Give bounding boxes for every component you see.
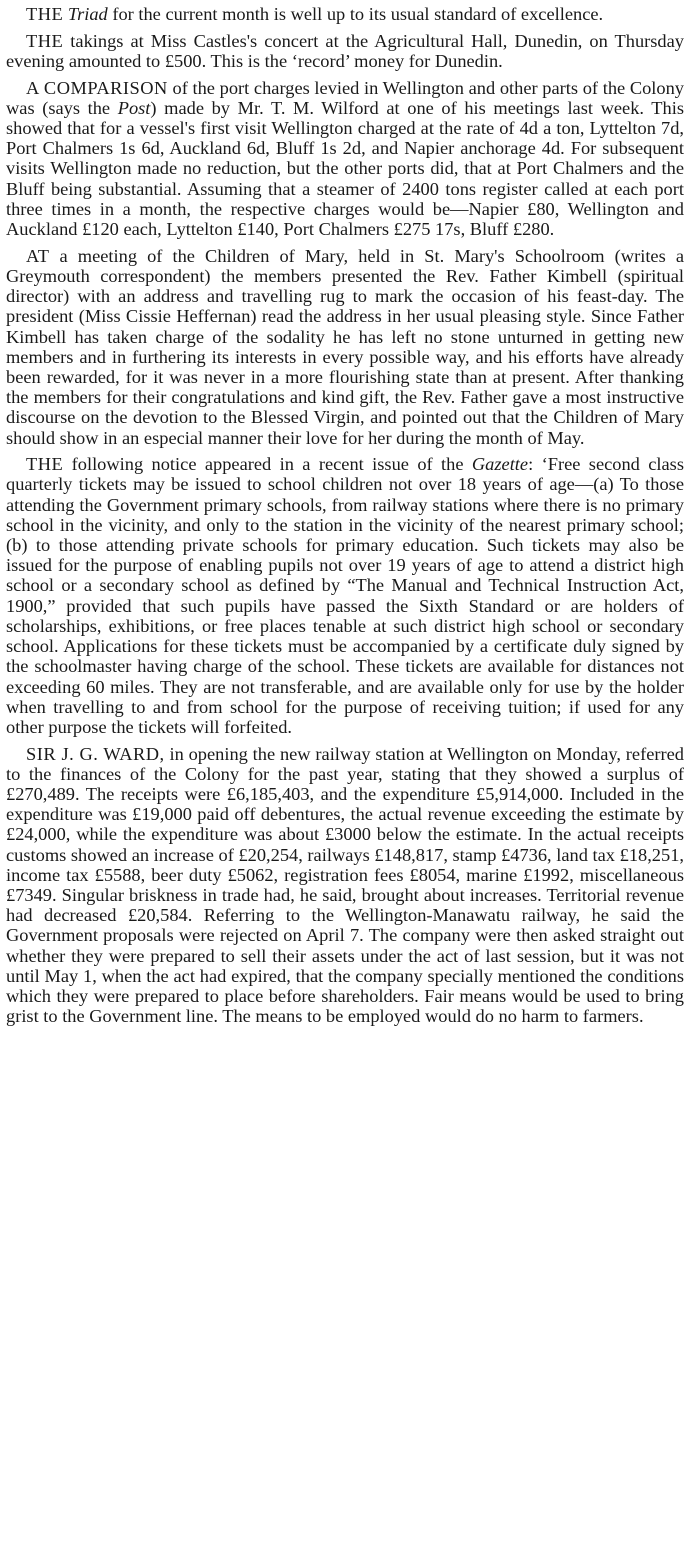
paragraph-text: takings at Miss Castles's concert at the Agricultural Hall, Dunedin, on Thursday evening amounted to £500. This is the ‘record’ money for Dunedin. — [6, 30, 684, 71]
paragraph-text: of the port charges levied in Wellington and other parts of the Colony was (says the — [6, 77, 685, 118]
paragraph-text: for the current month is well up to its usual standard of excellence. — [107, 4, 604, 24]
paragraph-children-of-mary — [6, 246, 684, 448]
paragraph-ward-finances — [6, 744, 684, 1027]
paragraph-lead: AT — [26, 245, 50, 266]
paragraph-gazette-notice — [6, 454, 684, 737]
publication-name: Triad — [67, 4, 108, 24]
paragraph-lead: A COMPARISON — [26, 77, 168, 98]
paragraph-text: following notice appeared in a recent issue of the — [63, 454, 472, 475]
publication-name: Post — [117, 97, 151, 118]
paragraph-text: ) made by Mr. T. M. Wilford at one of his meetings last week. This showed that for a vessel's first visit Wellington charged at the rate of 4d a ton, Lyttelton 7d, Port Chalmers 1s 6d, Auckland 6d, Bluff 1s 2d, and Napier anchorage 4d. For subsequent visits Wellington made no reduction, but the other ports did, that at Port Chalmers and the Bluff being substantial. Assuming that a steamer of 2400 tons register called at each port three times in a month, the respective charges would be—Napier £80, Wellington and Auckland £120 each, Lyttelton £140, Port Chalmers £275 17s, Bluff £280. — [6, 97, 684, 240]
paragraph-text: in opening the new railway station at Wellington on Monday, referred to the finances of the Colony for the past year, stating that they showed a surplus of £270,489. The receipts were £6,185,403, and the expenditure £5,914,000. Included in the expenditure was £19,000 paid off debentures, the actual revenue exceeding the estimate by £24,000, while the expenditure was about £3000 below the estimate. In the actual receipts customs showed an increase of £20,254, railways £148,817, stamp £4736, land tax £18,251, income tax £5588, beer duty £5062, registration fees £8054, marine £1992, miscellaneous £7349. Singular briskness in trade had, he said, brought about increases. Territorial revenue had decreased £20,584. Referring to the Wellington-Manawatu railway, he said the Government proposals were rejected on April 7. The company were then asked straight out whether they were prepared to sell their assets under the act of last session, but it was not until May 1, when the act had expired, that the company specially mentioned the conditions which they were prepared to place before shareholders. Fair means would be used to bring grist to the Government line. The means to be employed would do no harm to farmers. — [6, 743, 684, 1027]
publication-name: Gazette — [471, 454, 529, 475]
paragraph-lead: THE — [26, 454, 64, 475]
paragraph-castles-concert — [6, 31, 684, 71]
paragraph-lead: THE — [26, 4, 64, 24]
paragraph-lead: THE — [26, 30, 64, 51]
paragraph-text: : ‘Free second class quarterly tickets may be issued to school children not over 18 years of age—(a) To those attending the Government primary schools, from railway stations where there is no primary school in the vicinity, and only to the station in the vicinity of the nearest primary school; (b) to those attending private schools for primary education. Such tickets may also be issued for the purpose of enabling pupils not over 19 years of age to attend a district high school or a secondary school as defined by “The Manual and Technical Instruction Act, 1900,” provided that such pupils have passed the Sixth Standard or are holders of scholarships, exhibitions, or free places tenable at such district high school or secondary school. Applications for these tickets must be accompanied by a certificate duly signed by the schoolmaster having charge of the school. These tickets are available for distances not exceeding 60 miles. They are not transferable, and are available only for use by the holder when travelling to and from school for the purpose of receiving tuition; if used for any other purpose the tickets will forfeited. — [6, 454, 684, 737]
paragraph-triad — [6, 4, 684, 24]
paragraph-lead: SIR J. G. WARD, — [26, 743, 165, 764]
paragraph-text: a meeting of the Children of Mary, held in St. Mary's Schoolroom (writes a Greymouth correspondent) the members presented the Rev. Father Kimbell (spiritual director) with an address and travelling rug to mark the occasion of his feast-day. The president (Miss Cissie Heffernan) read the address in her usual pleasing style. Since Father Kimbell has taken charge of the sodality he has left no stone unturned in getting new members and in furthering its interests in every possible way, and his efforts have already been rewarded, for it was never in a more flourishing state than at present. After thanking the members for their congratulations and kind gift, the Rev. Father gave a most instructive discourse on the devotion to the Blessed Virgin, and pointed out that the Children of Mary should show in an especial manner their love for her during the month of May. — [6, 245, 684, 448]
paragraph-port-charges — [6, 78, 684, 240]
